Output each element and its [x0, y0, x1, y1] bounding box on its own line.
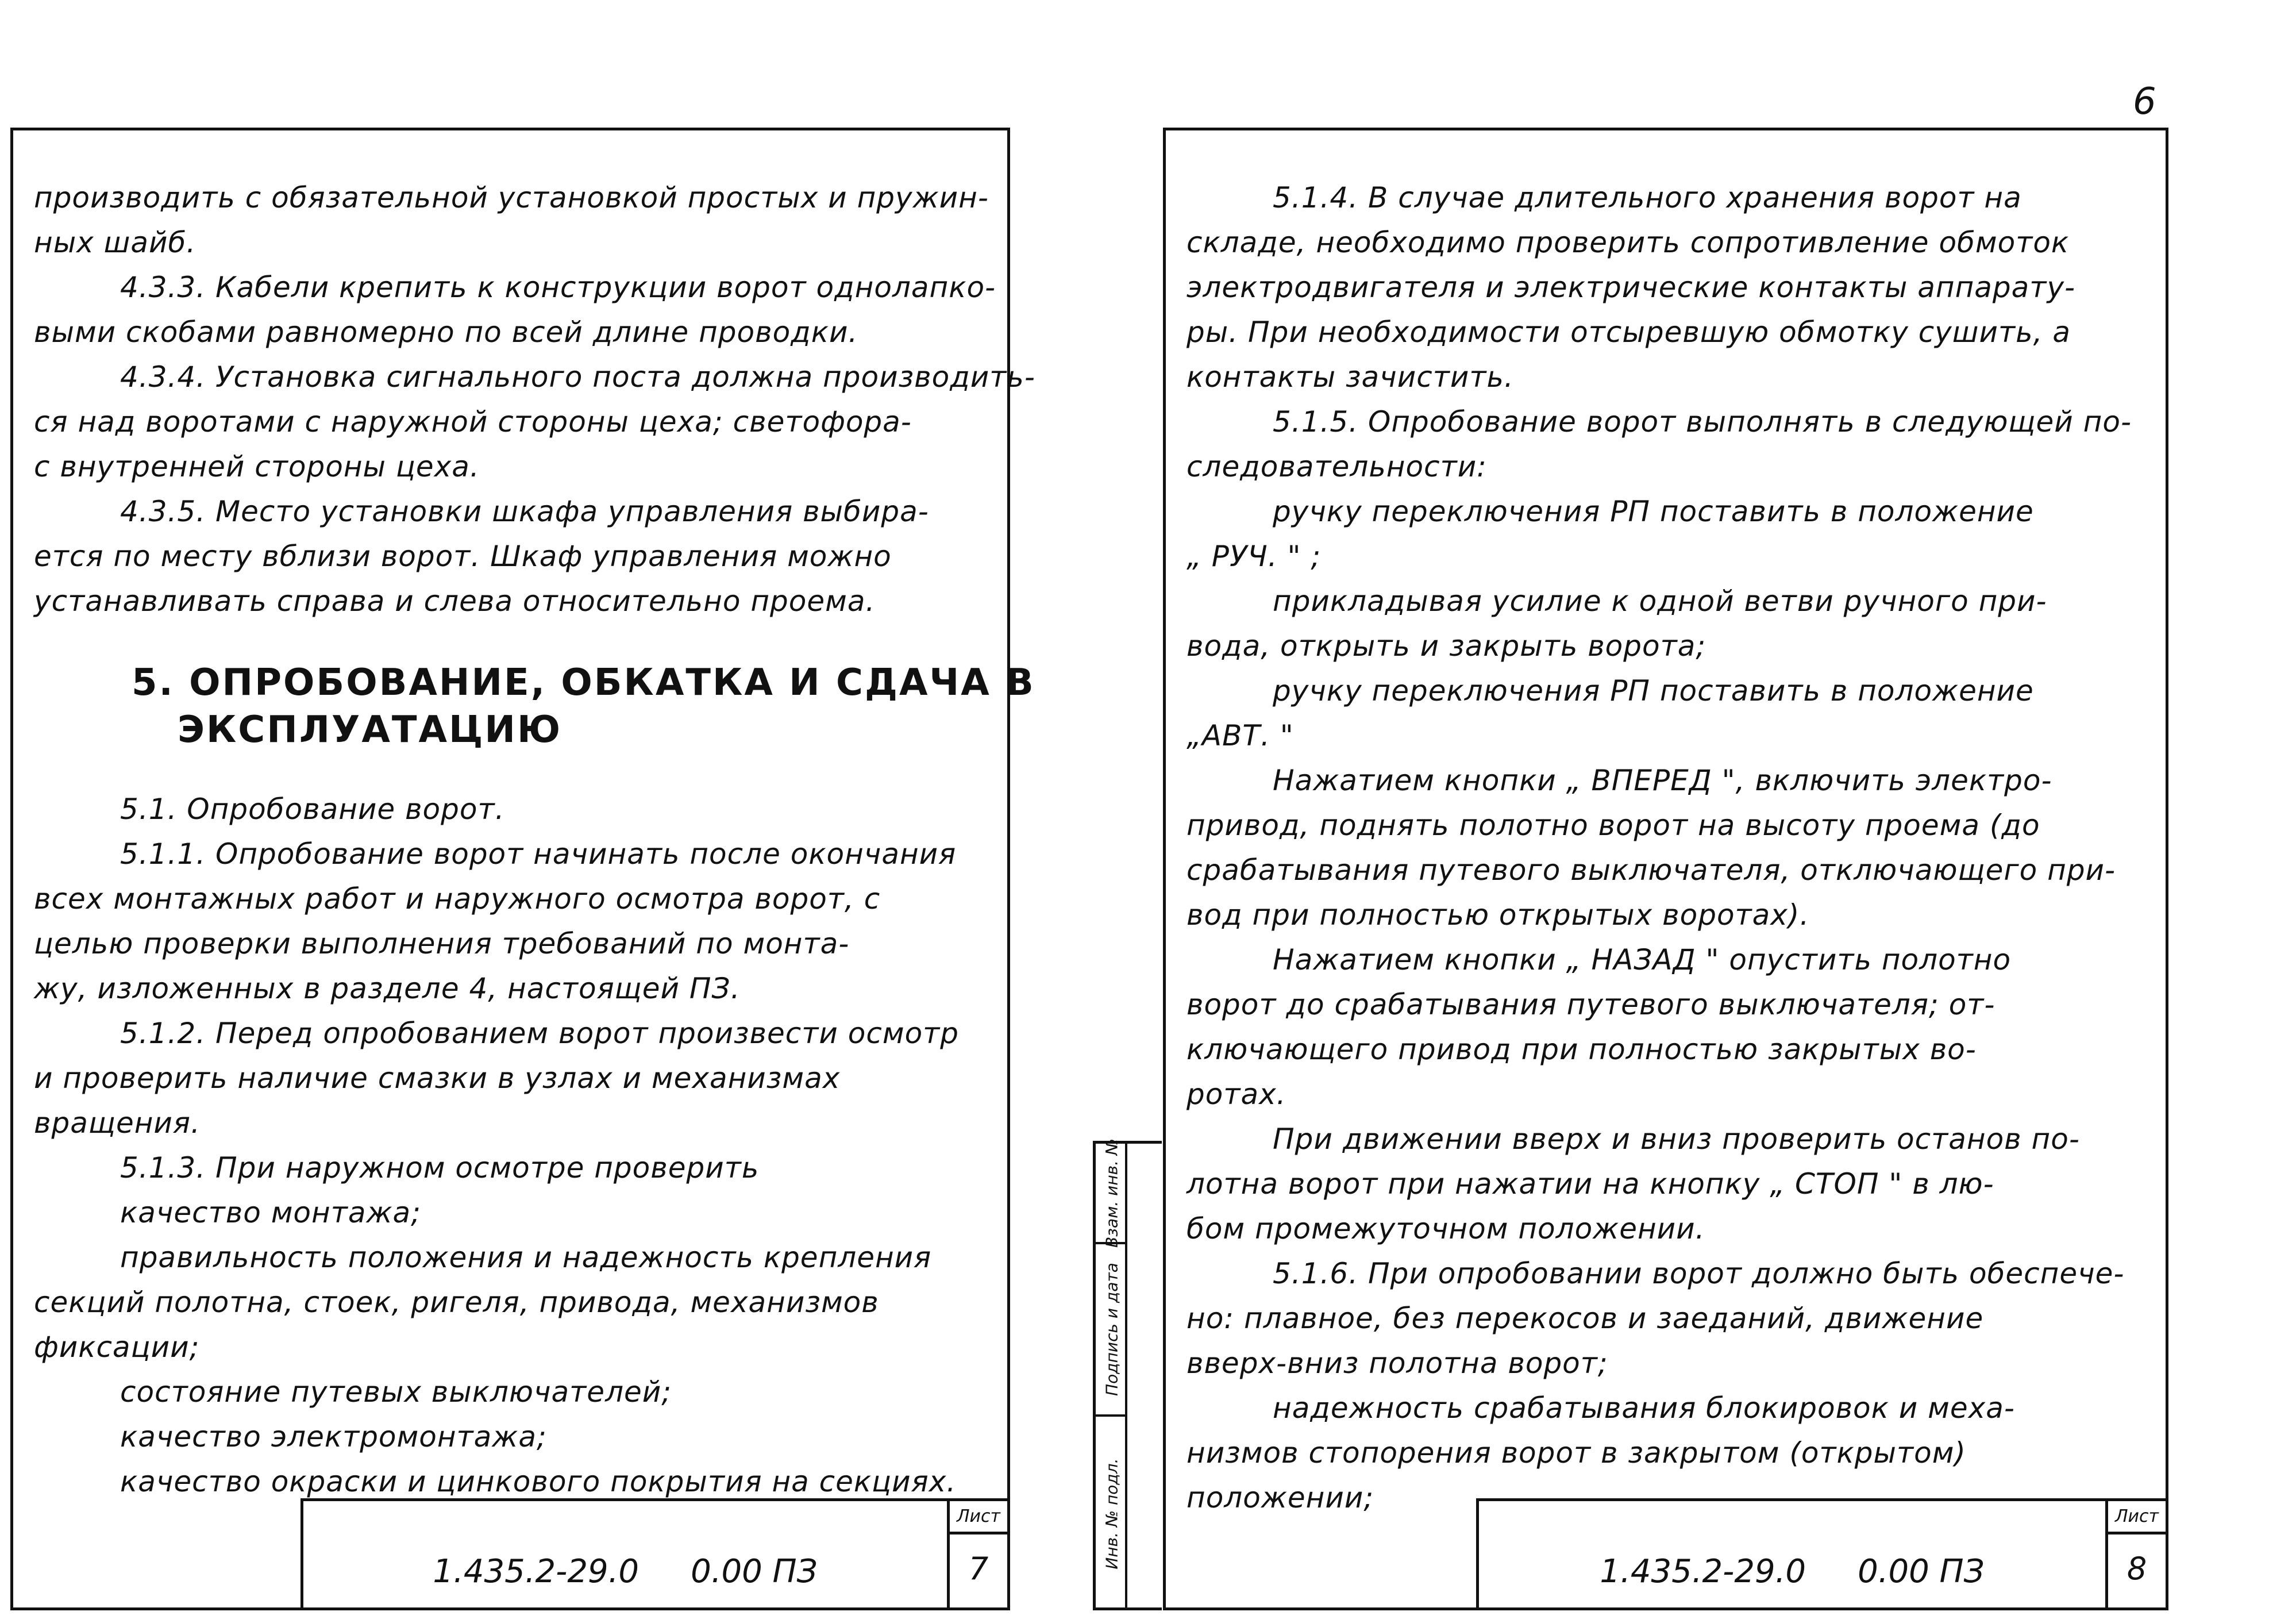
section-heading: ЭКСПЛУАТАЦИЮ — [178, 709, 563, 751]
drawing-number: 1.435.2-29.0 — [433, 1553, 640, 1590]
document-designation: 0.00 ПЗ — [1858, 1553, 1985, 1590]
text-line: ручку переключения РП поставить в положение — [1273, 674, 2034, 707]
strip-label: Инв. № подл. — [1102, 1457, 1121, 1570]
page-number: 6 — [2133, 80, 2156, 123]
document-code — [1479, 1501, 2105, 1607]
text-line: прикладывая усилие к одной ветви ручного при- — [1273, 584, 2047, 618]
text-line: ротах. — [1186, 1078, 1286, 1111]
text-line: срабатывания путевого выключателя, отключающего при- — [1186, 853, 2116, 887]
sheet-number: 7 — [968, 1551, 989, 1587]
text-line: ных шайб. — [34, 226, 197, 259]
text-line: „ РУЧ. " ; — [1186, 540, 1322, 573]
text-line: целью проверки выполнения требований по монта- — [34, 927, 850, 960]
signature-strip-labels — [1096, 1138, 1127, 1607]
text-line: с внутренней стороны цеха. — [34, 450, 480, 483]
text-line: „АВТ. " — [1186, 719, 1294, 752]
text-line: секций полотна, стоек, ригеля, привода, механизмов — [34, 1286, 879, 1319]
text-line: вод при полностью открытых воротах). — [1186, 898, 1810, 932]
text-line: ключающего привод при полностью закрытых во- — [1186, 1033, 1977, 1066]
sheet-number-cell — [947, 1501, 1007, 1607]
sheet-label: Лист — [2108, 1501, 2166, 1534]
text-line: контакты зачистить. — [1186, 360, 1514, 394]
text-line: лотна ворот при нажатии на кнопку „ СТОП " в лю- — [1186, 1167, 1994, 1201]
text-line: ется по месту вблизи ворот. Шкаф управления можно — [34, 540, 892, 573]
text-line: привод, поднять полотно ворот на высоту проема (до — [1186, 809, 2040, 842]
text-line: состояние путевых выключателей; — [120, 1375, 672, 1409]
drawing-number: 1.435.2-29.0 — [1600, 1553, 1806, 1590]
text-line: но: плавное, без перекосов и заеданий, движение — [1186, 1302, 1984, 1335]
text-line: 4.3.3. Кабели крепить к конструкции ворот однолапко- — [120, 271, 996, 304]
text-line: правильность положения и надежность крепления — [120, 1241, 932, 1274]
text-line: вода, открыть и закрыть ворота; — [1186, 629, 1706, 663]
text-line: ручку переключения РП поставить в положение — [1273, 495, 2034, 528]
document-code — [303, 1501, 947, 1607]
left-sheet-text — [34, 175, 1035, 1504]
text-line: 5.1.6. При опробовании ворот должно быть обеспече- — [1273, 1257, 2125, 1290]
title-block — [301, 1498, 1007, 1607]
text-line: электродвигателя и электрические контакты аппарату- — [1186, 271, 2076, 304]
text-line: Нажатием кнопки „ НАЗАД " опустить полотно — [1273, 943, 2012, 976]
text-line: качество электромонтажа; — [120, 1420, 547, 1453]
text-line: 4.3.4. Установка сигнального поста должна производить- — [120, 360, 1035, 394]
sheet-number-cell — [2105, 1501, 2166, 1607]
text-line: производить с обязательной установкой простых и пружин- — [34, 181, 989, 214]
text-line: 5.1. Опробование ворот. — [120, 793, 505, 826]
text-line: 5.1.1. Опробование ворот начинать после окончания — [120, 837, 957, 871]
strip-label: Подпись и дата — [1102, 1263, 1121, 1396]
text-line: 5.1.2. Перед опробованием ворот произвести осмотр — [120, 1017, 960, 1050]
text-line: ры. При необходимости отсыревшую обмотку сушить, а — [1186, 316, 2071, 349]
text-line: ся над воротами с наружной стороны цеха; светофора- — [34, 405, 912, 439]
text-line: При движении вверх и вниз проверить останов по- — [1273, 1122, 2080, 1156]
text-line: качество окраски и цинкового покрытия на секциях. — [120, 1465, 957, 1498]
signature-strip — [1093, 1138, 1162, 1610]
text-line: 5.1.5. Опробование ворот выполнять в следующей по- — [1273, 405, 2132, 439]
text-line: ворот до срабатывания путевого выключателя; от- — [1186, 988, 1995, 1021]
sheet-label: Лист — [950, 1501, 1007, 1534]
text-line: и проверить наличие смазки в узлах и механизмах — [34, 1062, 841, 1095]
text-line: жу, изложенных в разделе 4, настоящей ПЗ. — [34, 972, 741, 1005]
text-line: Нажатием кнопки „ ВПЕРЕД ", включить электро- — [1273, 764, 2052, 797]
text-line: низмов стопорения ворот в закрытом (открытом) — [1186, 1436, 1966, 1470]
document-designation: 0.00 ПЗ — [691, 1553, 818, 1590]
section-heading: 5. ОПРОБОВАНИЕ, ОБКАТКА И СДАЧА В — [132, 661, 1035, 704]
text-line: выми скобами равномерно по всей длине проводки. — [34, 316, 858, 349]
text-line: устанавливать справа и слева относительно проема. — [34, 584, 876, 618]
strip-cell — [1096, 1138, 1127, 1248]
text-line: следовательности: — [1186, 450, 1488, 483]
text-line: вверх-вниз полотна ворот; — [1186, 1347, 1608, 1380]
text-line: 5.1.4. В случае длительного хранения ворот на — [1273, 181, 2022, 214]
text-line: вращения. — [34, 1106, 201, 1140]
text-line: бом промежуточном положении. — [1186, 1212, 1705, 1245]
text-line: 5.1.3. При наружном осмотре проверить — [120, 1151, 760, 1184]
strip-label: Взам. инв. № — [1102, 1138, 1121, 1248]
text-line: всех монтажных работ и наружного осмотра ворот, с — [34, 882, 881, 916]
text-line: складе, необходимо проверить сопротивление обмоток — [1186, 226, 2070, 259]
sheet-number: 8 — [2127, 1551, 2147, 1587]
left-sheet — [10, 128, 1035, 1610]
right-sheet-text — [1186, 175, 2140, 1520]
strip-cell — [1096, 1417, 1127, 1610]
right-sheet — [1163, 128, 2168, 1610]
text-line: фиксации; — [34, 1330, 200, 1364]
title-block — [1476, 1498, 2166, 1607]
text-line: 4.3.5. Место установки шкафа управления выбира- — [120, 495, 929, 528]
text-line: положении; — [1186, 1481, 1374, 1514]
text-line: качество монтажа; — [120, 1196, 422, 1229]
text-line: надежность срабатывания блокировок и меха- — [1273, 1391, 2015, 1425]
strip-cell — [1096, 1244, 1127, 1417]
